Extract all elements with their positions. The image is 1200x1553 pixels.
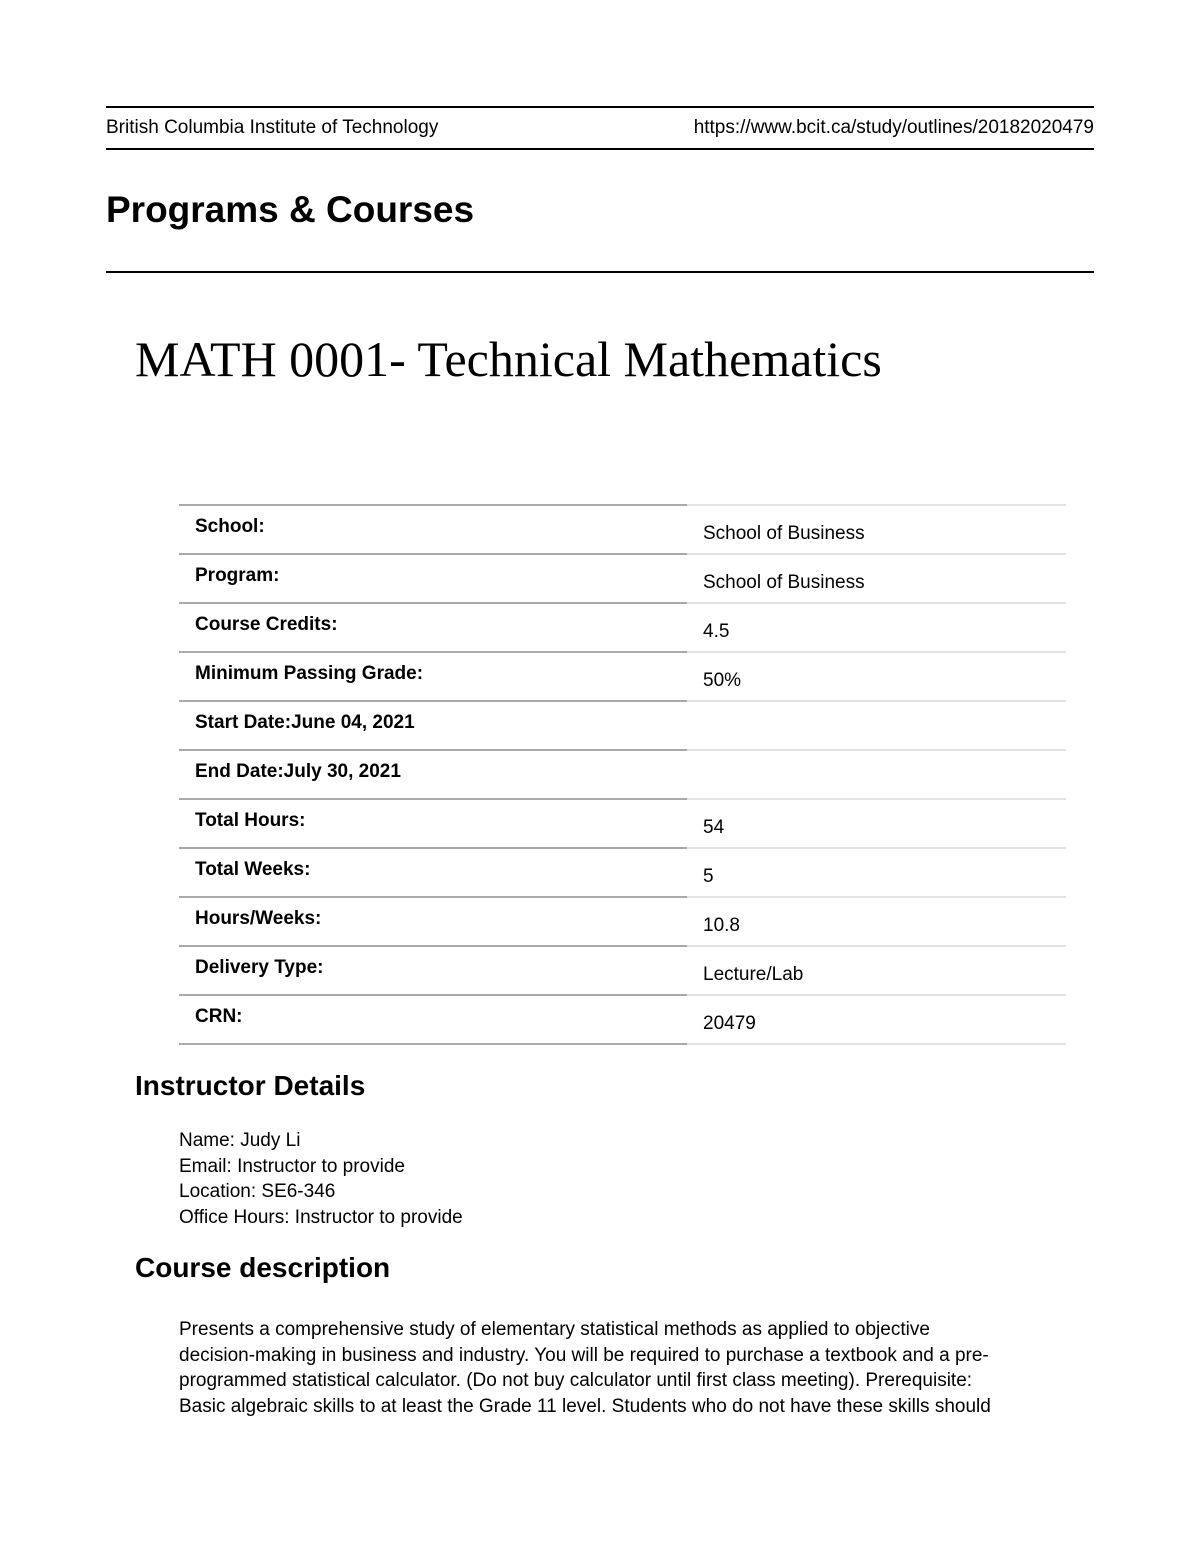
course-details-table [179, 504, 1066, 1045]
table-row [179, 897, 1066, 946]
description-line: programmed statistical calculator. (Do not buy calculator until first class meeting). Prerequisite: [179, 1370, 973, 1391]
instructor-details [179, 1128, 463, 1230]
detail-value [687, 750, 1066, 799]
instructor-email: Email: Instructor to provide [179, 1155, 405, 1177]
detail-label: Course Credits: [179, 603, 687, 652]
instructor-heading: Instructor Details [135, 1070, 366, 1101]
instructor-location: Location: SE6-346 [179, 1181, 336, 1202]
detail-value: School of Business [687, 554, 1066, 603]
table-row [179, 652, 1066, 701]
description-line: Basic algebraic skills to at least the Grade 11 level. Students who do not have these skills should [179, 1395, 991, 1417]
detail-value: 54 [687, 799, 1066, 848]
instructor-office-hours: Office Hours: Instructor to provide [179, 1206, 463, 1228]
table-row [179, 603, 1066, 652]
detail-value: 50% [687, 652, 1066, 701]
table-row [179, 505, 1066, 554]
detail-value: 4.5 [687, 603, 1066, 652]
page-header [106, 106, 1094, 150]
detail-label: Total Weeks: [179, 848, 687, 897]
description-line: Presents a comprehensive study of elementary statistical methods as applied to objective [179, 1319, 930, 1340]
table-row [179, 995, 1066, 1044]
detail-label: Program: [179, 554, 687, 603]
detail-label: School: [179, 505, 687, 554]
detail-value: 20479 [687, 995, 1066, 1044]
detail-value: 10.8 [687, 897, 1066, 946]
description-heading: Course description [135, 1252, 391, 1283]
table-row [179, 750, 1066, 799]
detail-value: School of Business [687, 505, 1066, 554]
section-title: Programs & Courses [106, 189, 475, 230]
detail-value: 5 [687, 848, 1066, 897]
description-line: decision-making in business and industry. You will be required to purchase a textbook and a pre- [179, 1344, 989, 1366]
table-row [179, 799, 1066, 848]
detail-label: CRN: [179, 995, 687, 1044]
detail-label: Total Hours: [179, 799, 687, 848]
instructor-name: Name: Judy Li [179, 1130, 301, 1151]
detail-label: End Date:July 30, 2021 [179, 750, 687, 799]
course-title: MATH 0001- Technical Mathematics [135, 331, 882, 387]
detail-label: Minimum Passing Grade: [179, 652, 687, 701]
detail-label: Start Date:June 04, 2021 [179, 701, 687, 750]
title-divider [106, 271, 1094, 273]
table-row [179, 701, 1066, 750]
detail-label: Delivery Type: [179, 946, 687, 995]
table-row [179, 946, 1066, 995]
table-row [179, 848, 1066, 897]
institution-name: British Columbia Institute of Technology [106, 117, 439, 138]
detail-value [687, 701, 1066, 750]
page-url[interactable]: https://www.bcit.ca/study/outlines/20182020479 [693, 117, 1094, 138]
course-description [179, 1317, 1079, 1419]
table-row [179, 554, 1066, 603]
detail-label: Hours/Weeks: [179, 897, 687, 946]
detail-value: Lecture/Lab [687, 946, 1066, 995]
